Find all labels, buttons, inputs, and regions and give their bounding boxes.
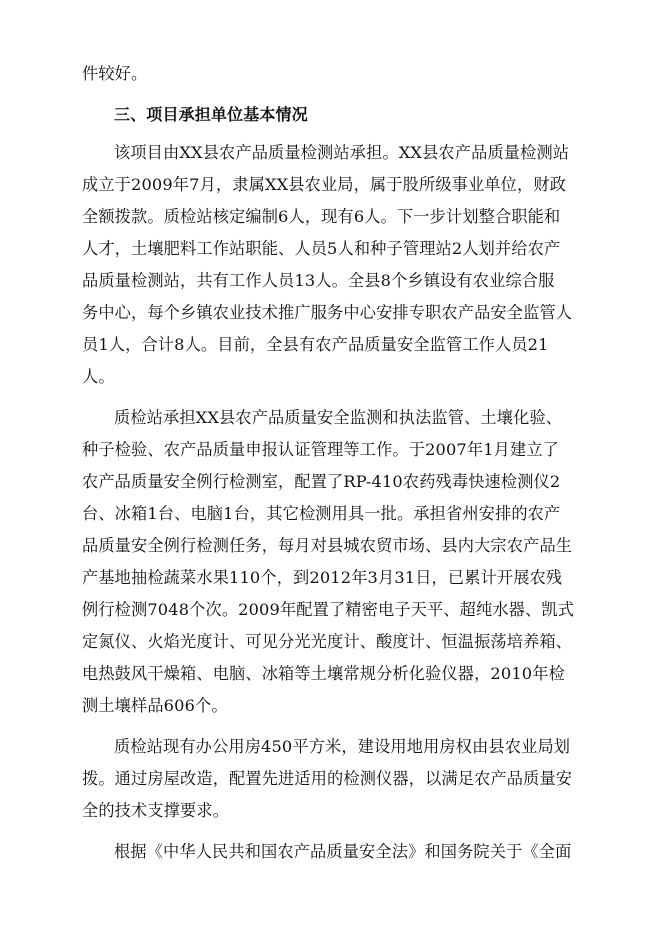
text-line: 件较好。 <box>82 64 148 83</box>
text-line: 质检站现有办公用房450平方米，建设用地用房权由县农业局划 <box>114 737 571 756</box>
text-line: 农产品质量安全例行检测室，配置了RP-410农药残毒快速检测仪2 <box>82 472 561 491</box>
text-line: 品质量安全例行检测任务，每月对县城农贸市场、县内大宗农产品生 <box>82 536 573 555</box>
text-line: 质检站承担XX县农产品质量安全监测和执法监管、土壤化验、 <box>114 408 563 427</box>
text-line: 务中心，每个乡镇农业技术推广服务中心安排专职农产品安全监管人 <box>82 303 573 322</box>
text-line: 台、冰箱1台、电脑1台，其它检测用具一批。承担省州安排的农产 <box>82 504 561 523</box>
text-line: 人。 <box>82 367 115 386</box>
text-line: 成立于2009年7月，隶属XX县农业局，属于股所级事业单位，财政 <box>82 175 567 194</box>
text-line: 定氮仪、火焰光度计、可见分光光度计、酸度计、恒温振荡培养箱、 <box>82 632 573 651</box>
section-heading: 三、项目承担单位基本情况 <box>114 105 308 124</box>
text-line: 产基地抽检蔬菜水果110个，到2012年3月31日，已累计开展农残 <box>82 568 563 587</box>
text-line: 拨。通过房屋改造，配置先进适用的检测仪器，以满足农产品质量安 <box>82 769 573 788</box>
text-line: 电热鼓风干燥箱、电脑、冰箱等土壤常规分析化验仪器，2010年检 <box>82 664 565 683</box>
text-line: 全的技术支撑要求。 <box>82 801 230 820</box>
text-line: 例行检测7048个次。2009年配置了精密电子天平、超纯水器、凯式 <box>82 600 575 619</box>
text-line: 根据《中华人民共和国农产品质量安全法》和国务院关于《全面 <box>114 842 572 861</box>
text-line: 测土壤样品606个。 <box>82 696 228 715</box>
text-line: 员1人，合计8人。目前，全县有农产品质量安全监管工作人员21 <box>82 335 549 354</box>
text-line: 品质量检测站，共有工作人员13人。全县8个乡镇设有农业综合服 <box>82 271 555 290</box>
text-line: 人才，土壤肥料工作站职能、人员5人和种子管理站2人划并给农产 <box>82 239 561 258</box>
text-line: 该项目由XX县农产品质量检测站承担。XX县农产品质量检测站 <box>114 143 570 162</box>
text-line: 全额拨款。质检站核定编制6人，现有6人。下一步计划整合职能和 <box>82 207 561 226</box>
text-line: 种子检验、农产品质量申报认证管理等工作。于2007年1月建立了 <box>82 440 560 459</box>
